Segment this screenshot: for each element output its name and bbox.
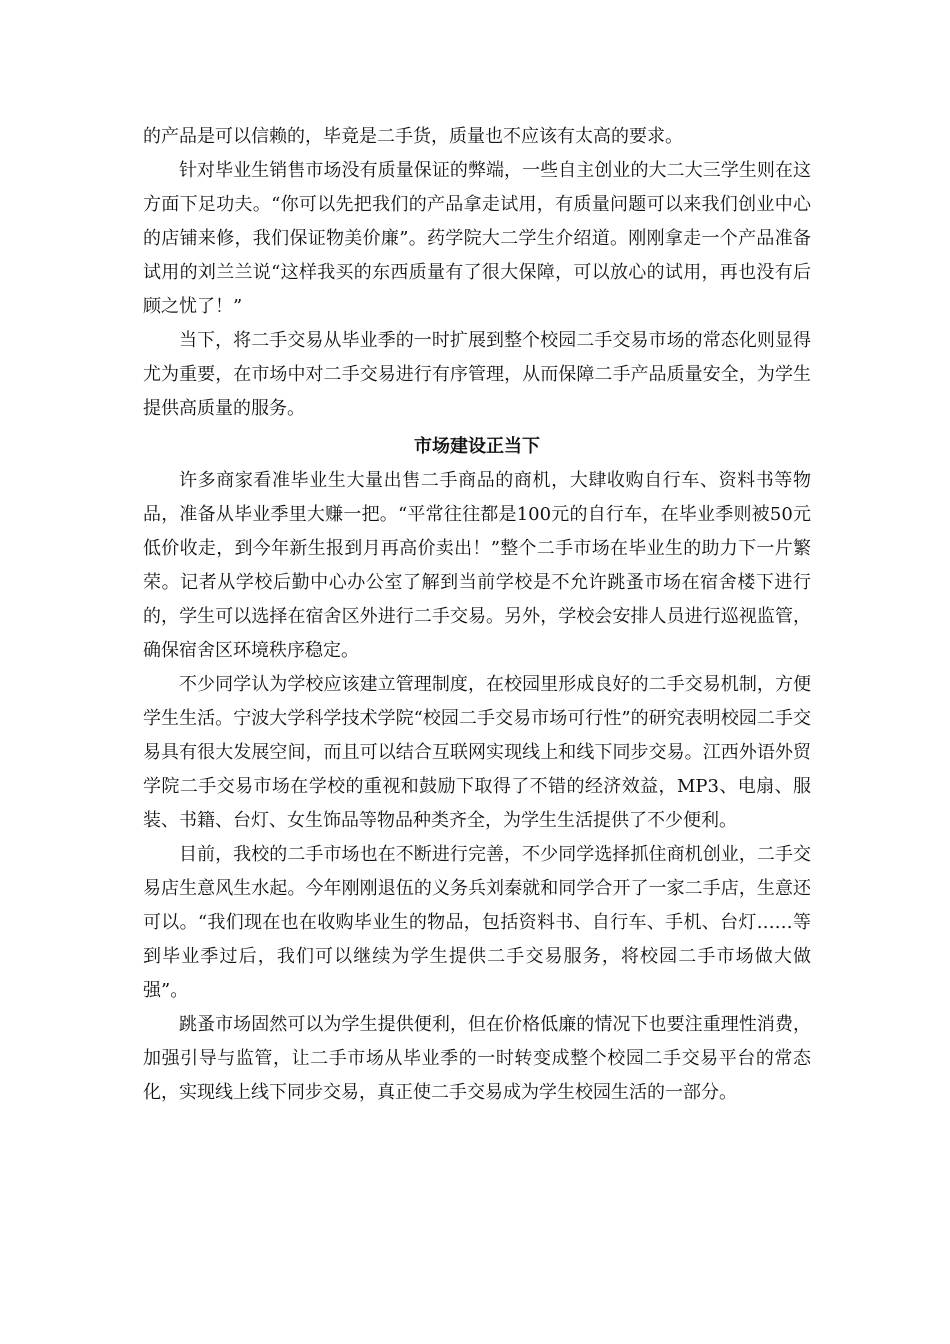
paragraph-continued: 的产品是可以信赖的，毕竟是二手货，质量也不应该有太高的要求。 <box>143 126 683 147</box>
paragraph-management: 不少同学认为学校应该建立管理制度，在校园里形成良好的二手交易机制，方便学生生活。宁波大学科学技术学院“校园二手交易市场可行性”的研究表明校园二手交易具有很大发展空间，而且可以结合互联网实现线上和线下同步交易。江西外语外贸学院二手交易市场在学校的重视和鼓励下取得了不错的经济效益，MP3、电扇、服装、书籍、台灯、女生饰品等物品种类齐全，为学生生活提供了不少便利。 <box>143 674 811 831</box>
paragraph-campus-market: 目前，我校的二手市场也在不断进行完善，不少同学选择抓住商机创业，二手交易店生意风生水起。今年刚刚退伍的义务兵刘秦就和同学合开了一家二手店，生意还可以。“我们现在也在收购毕业生的物品，包括资料书、自行车、手机、台灯……等到毕业季过后，我们可以继续为学生提供二手交易服务，将校园二手市场做大做强”。 <box>143 844 811 1001</box>
section-heading: 市场建设正当下 <box>414 436 540 457</box>
document-page <box>143 120 811 1110</box>
paragraph-conclusion: 跳蚤市场固然可以为学生提供便利，但在价格低廉的情况下也要注重理性消费，加强引导与监管，让二手市场从毕业季的一时转变成整个校园二手交易平台的常态化，实现线上线下同步交易，真正使二手交易成为学生校园生活的一部分。 <box>143 1014 811 1103</box>
paragraph-merchants: 许多商家看准毕业生大量出售二手商品的商机，大肆收购自行车、资料书等物品，准备从毕业季里大赚一把。“平常往往都是100元的自行车，在毕业季则被50元低价收走，到今年新生报到月再高价卖出！”整个二手市场在毕业生的助力下一片繁荣。记者从学校后勤中心办公室了解到当前学校是不允许跳蚤市场在宿舍楼下进行的，学生可以选择在宿舍区外进行二手交易。另外，学校会安排人员进行巡视监管，确保宿舍区环境秩序稳定。 <box>143 470 811 661</box>
paragraph-normalization: 当下，将二手交易从毕业季的一时扩展到整个校园二手交易市场的常态化则显得尤为重要，在市场中对二手交易进行有序管理，从而保障二手产品质量安全，为学生提供高质量的服务。 <box>143 330 811 419</box>
paragraph-quality-guarantee: 针对毕业生销售市场没有质量保证的弊端，一些自主创业的大二大三学生则在这方面下足功夫。“你可以先把我们的产品拿走试用，有质量问题可以来我们创业中心的店铺来修，我们保证物美价廉”。药学院大二学生介绍道。刚刚拿走一个产品准备试用的刘兰兰说“这样我买的东西质量有了很大保障，可以放心的试用，再也没有后顾之忧了！” <box>143 160 811 317</box>
